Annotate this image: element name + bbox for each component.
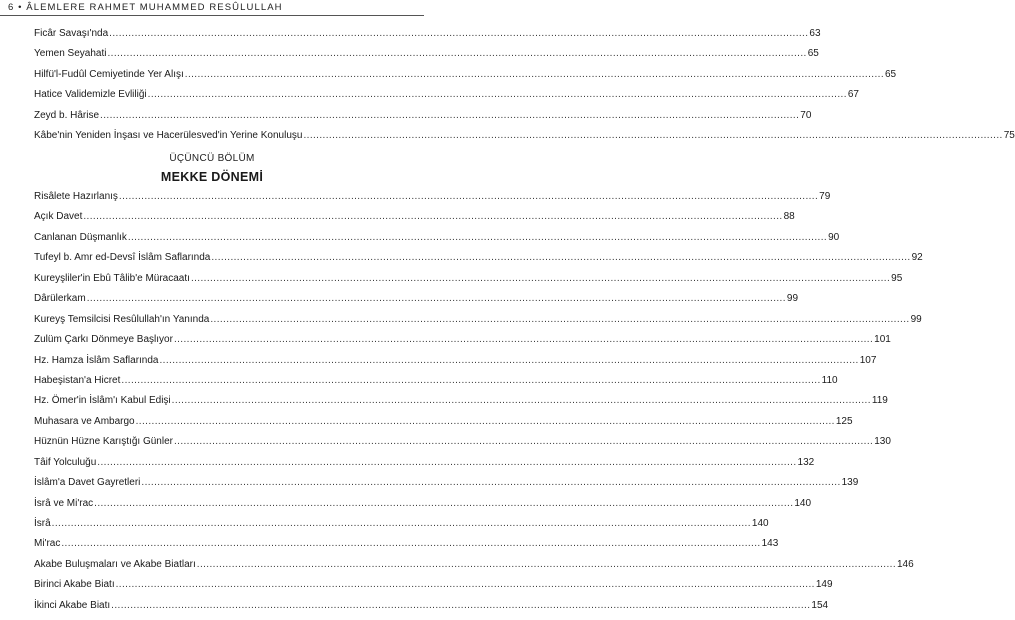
toc-entry (34, 334, 891, 354)
running-header: 6 • ÂLEMLERE RAHMET MUHAMMED RESÛLULLAH (8, 2, 283, 13)
toc-entry (34, 599, 829, 620)
toc-entry-title: Hz. Ömer'in İslâm'ı Kabul Edişi (34, 395, 171, 407)
toc-entry-title: Yemen Seyahati (34, 48, 107, 60)
toc-entry-page: 140 (751, 518, 769, 529)
toc-entry-page: 92 (911, 252, 923, 264)
toc-entry (34, 395, 888, 415)
toc-entry (34, 252, 923, 272)
toc-entry (34, 48, 819, 68)
toc-dot-leader: ............................................................................................................................................................................................................................ (61, 538, 761, 550)
toc-entry-page: 65 (807, 48, 819, 60)
toc-entry-title: Kâbe'nin Yeniden İnşası ve Hacerülesved'in Yerine Konuluşu (34, 130, 303, 142)
toc-entry-page: 88 (783, 211, 795, 223)
toc-entry-title: Hüznün Hüzne Karıştığı Günler (34, 436, 173, 448)
toc-entry (34, 558, 914, 579)
toc-entry (34, 477, 859, 497)
toc-entry-page: 119 (871, 395, 888, 407)
toc-entry-page: 70 (800, 109, 812, 121)
toc-dot-leader: ............................................................................................................................................................................................................................ (210, 313, 910, 325)
toc-entry-title: Kureyş Temsilcisi Resûlullah'ın Yanında (34, 313, 210, 325)
toc-dot-leader: ............................................................................................................................................................................................................................ (196, 558, 896, 570)
toc-dot-leader: ............................................................................................................................................................................................................................ (173, 334, 874, 346)
toc-entry (34, 231, 840, 252)
toc-dot-leader: ............................................................................................................................................................................................................................ (141, 477, 841, 489)
toc-entry (34, 191, 831, 211)
toc-entry-page: 95 (891, 272, 903, 284)
toc-entry (34, 211, 795, 231)
toc-entry-page: 130 (874, 436, 891, 448)
toc-entry-title: Hatice Validemizle Evliliği (34, 89, 147, 101)
toc-entry-title: Mi'rac (34, 538, 61, 550)
toc-entry-title: Muhasara ve Ambargo (34, 415, 135, 427)
toc-entry (34, 272, 903, 293)
toc-entry-page: 139 (841, 477, 859, 489)
toc-dot-leader: ............................................................................................................................................................................................................................ (190, 272, 891, 284)
toc-entry-title: Risâlete Hazırlanış (34, 191, 118, 202)
toc-dot-leader: ............................................................................................................................................................................................................................ (121, 374, 821, 386)
toc-entry (34, 354, 877, 375)
toc-dot-leader: ............................................................................................................................................................................................................................ (135, 415, 835, 427)
toc-entry (34, 518, 769, 538)
toc-entry-title: Ficâr Savaşı'nda (34, 28, 109, 39)
section-label: ÜÇÜNCÜ BÖLÜM (169, 153, 255, 164)
toc-entry-page: 99 (786, 293, 799, 305)
toc-entry-page: 132 (797, 456, 815, 468)
toc-entry-title: Habeşistan'a Hicret (34, 374, 121, 386)
toc-entry-title: Zeyd b. Hârise (34, 109, 100, 121)
section-title: MEKKE DÖNEMİ (160, 170, 264, 184)
toc-dot-leader: ............................................................................................................................................................................................................................ (94, 497, 794, 509)
toc-entry-title: Birinci Akabe Biatı (34, 579, 115, 591)
header-rule (0, 15, 424, 16)
toc-entry (34, 28, 821, 48)
toc-entry (34, 374, 838, 395)
toc-entry-page: 107 (859, 354, 877, 366)
toc-entry-page: 149 (815, 579, 833, 591)
toc-entry-title: İslâm'a Davet Gayretleri (34, 477, 141, 489)
toc-list-part-2 (34, 191, 923, 620)
toc-entry-page: 101 (874, 334, 891, 346)
toc-dot-leader: ............................................................................................................................................................................................................................ (118, 191, 819, 202)
toc-entry-page: 90 (828, 231, 840, 243)
toc-dot-leader: ............................................................................................................................................................................................................................ (159, 354, 859, 366)
toc-entry (34, 579, 833, 599)
toc-entry-title: Hilfü'l-Fudûl Cemiyetinde Yer Alışı (34, 68, 184, 80)
toc-entry-page: 75 (1003, 130, 1015, 142)
toc-entry-page: 79 (819, 191, 831, 202)
toc-dot-leader: ............................................................................................................................................................................................................................ (173, 436, 874, 448)
toc-dot-leader: ............................................................................................................................................................................................................................ (111, 599, 811, 611)
toc-entry-title: Canlanan Düşmanlık (34, 231, 127, 243)
toc-entry-page: 63 (809, 28, 821, 39)
toc-entry (34, 313, 922, 334)
toc-entry (34, 436, 891, 456)
toc-entry-page: 125 (835, 415, 853, 427)
toc-entry (34, 415, 853, 436)
toc-entry-title: Açık Davet (34, 211, 83, 223)
toc-entry-title: Dârülerkam (34, 293, 86, 305)
toc-entry-page: 146 (897, 558, 914, 570)
toc-entry-page: 99 (910, 313, 922, 325)
toc-entry-title: İkinci Akabe Biatı (34, 599, 111, 611)
toc-dot-leader: ............................................................................................................................................................................................................................ (171, 395, 871, 407)
toc-entry-title: Kureyşliler'in Ebû Tâlib'e Müracaatı (34, 272, 190, 284)
toc-entry-page: 140 (794, 497, 812, 509)
toc-entry-page: 154 (811, 599, 829, 611)
toc-entry-title: İsrâ ve Mi'rac (34, 497, 94, 509)
toc-entry (34, 293, 799, 313)
toc-entry (34, 538, 779, 558)
toc-list-part-1 (34, 28, 1015, 151)
toc-dot-leader: ............................................................................................................................................................................................................................ (97, 456, 797, 468)
toc-entry-title: Tâif Yolculuğu (34, 456, 97, 468)
toc-entry-page: 110 (821, 374, 838, 386)
toc-dot-leader: ............................................................................................................................................................................................................................ (86, 293, 786, 305)
toc-dot-leader: ............................................................................................................................................................................................................................ (147, 89, 847, 101)
toc-entry-title: Akabe Buluşmaları ve Akabe Biatları (34, 558, 196, 570)
toc-entry-title: Hz. Hamza İslâm Saflarında (34, 354, 159, 366)
toc-entry-title: Zulüm Çarkı Dönmeye Başlıyor (34, 334, 173, 346)
toc-dot-leader: ............................................................................................................................................................................................................................ (115, 579, 815, 591)
toc-entry-page: 67 (847, 89, 859, 101)
toc-dot-leader: ............................................................................................................................................................................................................................ (127, 231, 828, 243)
toc-dot-leader: ............................................................................................................................................................................................................................ (184, 68, 884, 80)
toc-entry (34, 497, 812, 518)
toc-dot-leader: ............................................................................................................................................................................................................................ (51, 518, 751, 529)
toc-dot-leader: ............................................................................................................................................................................................................................ (83, 211, 783, 223)
toc-dot-leader: ............................................................................................................................................................................................................................ (100, 109, 800, 121)
toc-entry (34, 89, 859, 109)
toc-entry-title: İsrâ (34, 518, 51, 529)
toc-entry-title: Tufeyl b. Amr ed-Devsî İslâm Saflarında (34, 252, 211, 264)
toc-entry-page: 65 (885, 68, 897, 80)
toc-dot-leader: ............................................................................................................................................................................................................................ (109, 28, 809, 39)
toc-entry (34, 68, 897, 89)
toc-dot-leader: ............................................................................................................................................................................................................................ (303, 130, 1003, 142)
toc-entry (34, 130, 1015, 150)
toc-entry-page: 143 (761, 538, 779, 550)
toc-dot-leader: ............................................................................................................................................................................................................................ (107, 48, 807, 60)
toc-entry (34, 456, 815, 477)
toc-dot-leader: ............................................................................................................................................................................................................................ (211, 252, 911, 264)
toc-entry (34, 109, 812, 130)
